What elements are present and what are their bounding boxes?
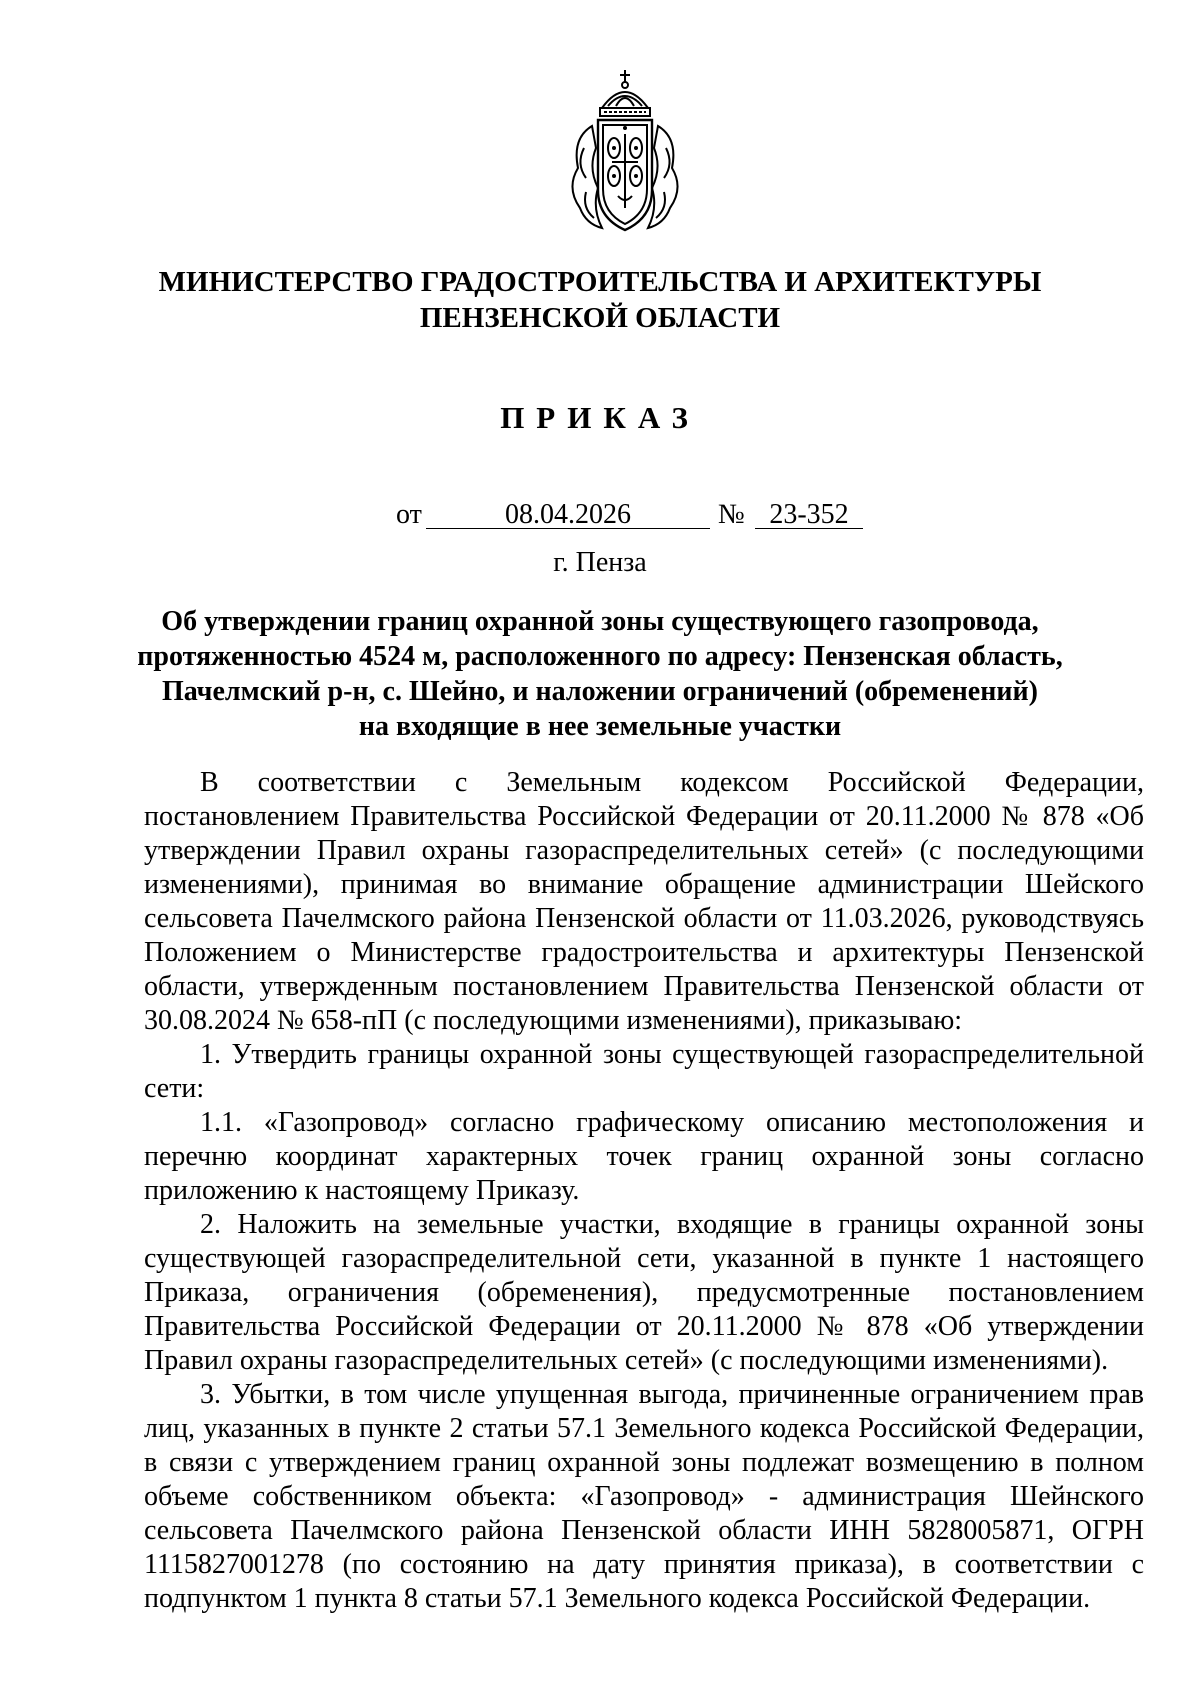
document-number: 23-352 bbox=[755, 498, 863, 529]
body-paragraph-item-2: 2. Наложить на земельные участки, входящие в границы охранной зоны существующей газораспределительной сети, указанной в пункте 1 настоящего Приказа, ограничения (обременения), предусмотренные постановлением Правительства Российской Федерации от 20.11.2000 № 878 «Об утверждении Правил охраны газораспределительных сетей» (с последующими изменениями). bbox=[144, 1209, 1144, 1376]
body-paragraph-item-3: 3. Убытки, в том числе упущенная выгода, причиненные ограничением прав лиц, указанных в пункте 2 статьи 57.1 Земельного кодекса Российской Федерации, в связи с утверждением границ охранной зоны подлежат возмещению в полном объеме собственником объекта: «Газопровод» - администрация Шейнского сельсовета Пачелмского района Пензенской области ИНН 5828005871, ОГРН 1115827001278 (по состоянию на дату принятия приказа), в соответствии с подпунктом 1 пункта 8 статьи 57.1 Земельного кодекса Российской Федерации. bbox=[144, 1379, 1144, 1614]
date-label: от bbox=[396, 499, 422, 530]
document-title: ПРИКАЗ bbox=[500, 400, 700, 435]
document-body bbox=[144, 766, 1144, 1616]
body-paragraph-item-1: 1. Утвердить границы охранной зоны существующей газораспределительной сети: bbox=[144, 1039, 1144, 1104]
ministry-name-line-2: ПЕНЗЕНСКОЙ ОБЛАСТИ bbox=[419, 302, 781, 334]
body-paragraph-item-1-1: 1.1. «Газопровод» согласно графическому описанию местоположения и перечню координат характерных точек границ охранной зоны согласно приложению к настоящему Приказу. bbox=[144, 1107, 1144, 1206]
document-date: 08.04.2026 bbox=[426, 498, 710, 529]
document-subject bbox=[120, 604, 1080, 744]
document-city: г. Пенза bbox=[553, 547, 647, 578]
body-paragraph-preamble: В соответствии с Земельным кодексом Российской Федерации, постановлением Правительства Российской Федерации от 20.11.2000 № 878 «Об утверждении Правил охраны газораспределительных сетей» (с последующими изменениями), принимая во внимание обращение администрации Шейского сельсовета Пачелмского района Пензенской области от 11.03.2026, руководствуясь Положением о Министерстве градостроительства и архитектуры Пензенской области, утвержденным постановлением Правительства Пензенской области от 30.08.2024 № 658-пП (с последующими изменениями), приказываю: bbox=[144, 767, 1144, 1036]
date-number-line bbox=[0, 496, 1200, 536]
number-label: № bbox=[718, 499, 745, 530]
ministry-name-line-1: МИНИСТЕРСТВО ГРАДОСТРОИТЕЛЬСТВА И АРХИТЕКТУРЫ bbox=[158, 266, 1042, 298]
subject-line: Пачелмский р-н, с. Шейно, и наложении ограничений (обременений) bbox=[162, 676, 1038, 707]
subject-line: протяженностью 4524 м, расположенного по адресу: Пензенская область, bbox=[137, 641, 1063, 672]
coat-of-arms-icon bbox=[562, 68, 688, 238]
ministry-name bbox=[100, 264, 1100, 336]
subject-line: Об утверждении границ охранной зоны существующего газопровода, bbox=[161, 606, 1039, 637]
subject-line: на входящие в нее земельные участки bbox=[358, 711, 842, 742]
